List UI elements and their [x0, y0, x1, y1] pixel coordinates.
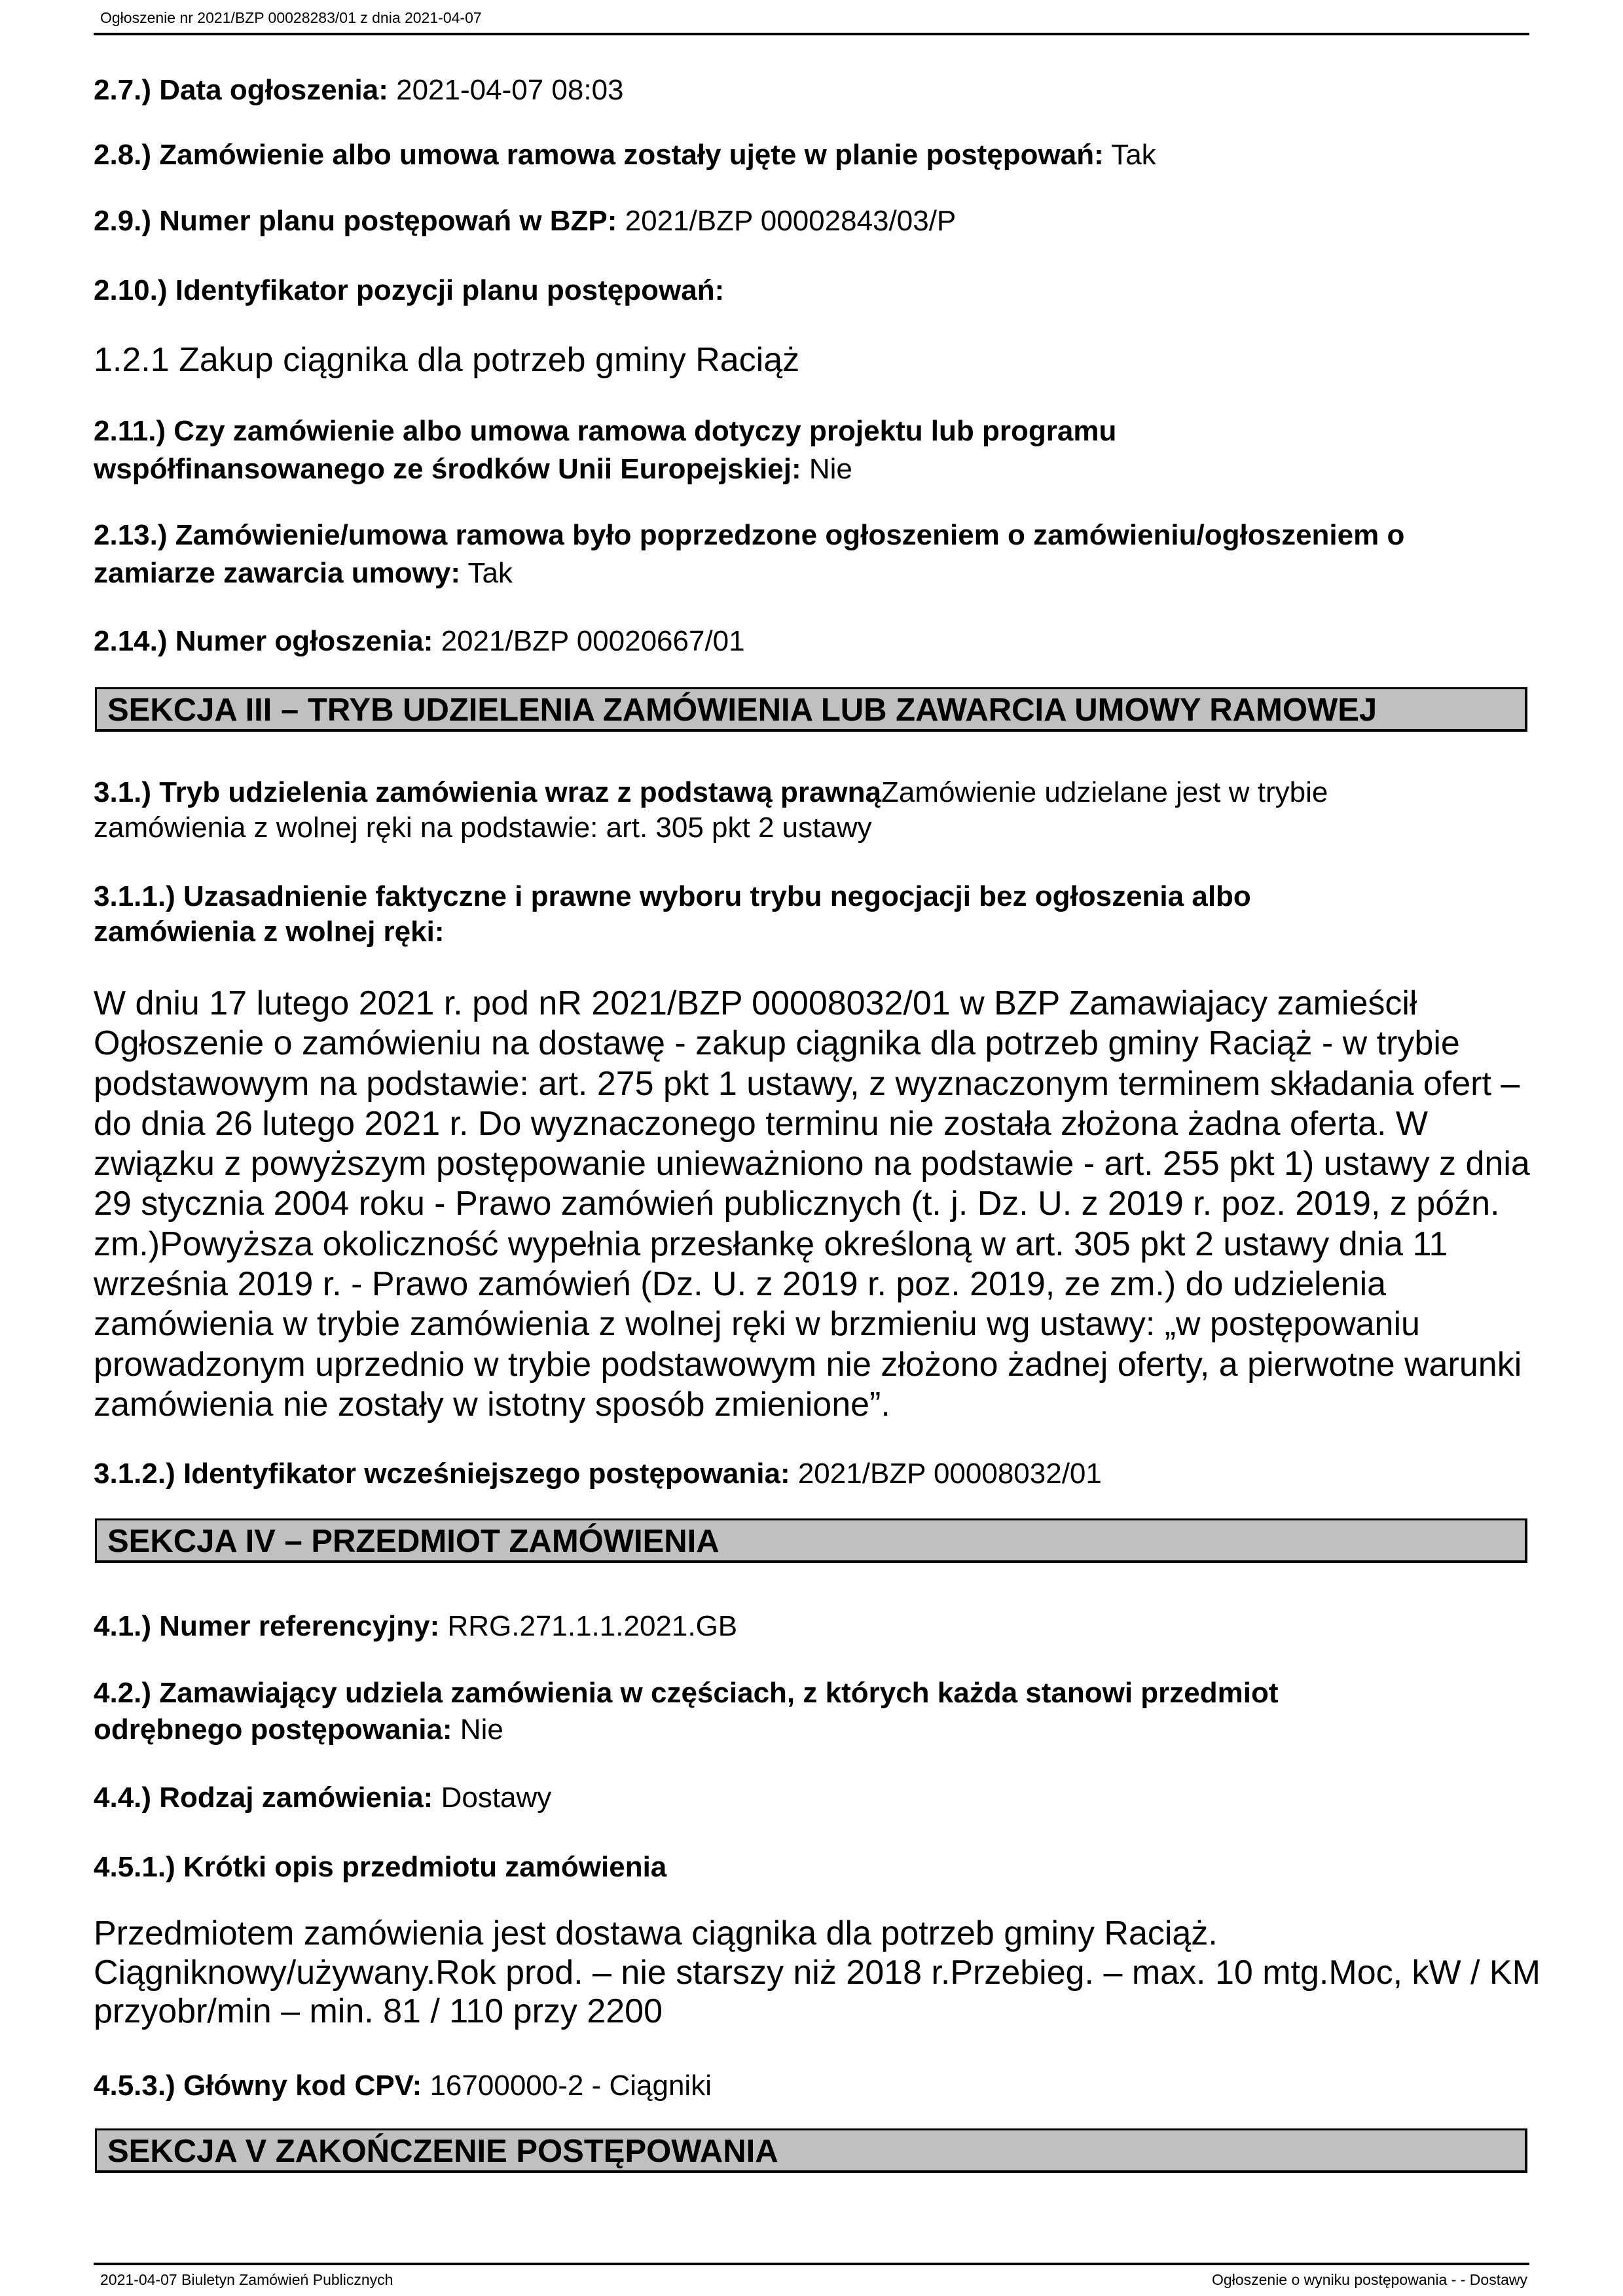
paragraph-line: W dniu 17 lutego 2021 r. pod nR 2021/BZP 00008032/01 w BZP Zamawiajacy zamieścił: [94, 984, 1417, 1022]
field-4-5-3: [94, 2067, 1534, 2105]
field-value: Dostawy: [433, 1782, 552, 1814]
section-title: SEKCJA III – TRYB UDZIELENIA ZAMÓWIENIA LUB ZAWARCIA UMOWY RAMOWEJ: [107, 692, 1377, 728]
field-label: 2.7.) Data ogłoszenia:: [94, 74, 388, 106]
paragraph-line: zamówienia w trybie zamówienia z wolnej ręki w brzmieniu wg ustawy: „w postępowaniu: [94, 1305, 1420, 1344]
field-label: 4.5.3.) Główny kod CPV:: [94, 2070, 422, 2102]
section-header-iv: [95, 1518, 1527, 1563]
field-4-1: [94, 1607, 1534, 1645]
field-label: 2.10.) Identyfikator pozycji planu postępowań:: [94, 274, 725, 306]
field-label: 2.9.) Numer planu postępowań w BZP:: [94, 205, 617, 237]
field-2-14: [94, 622, 1534, 660]
field-value: 2021-04-07 08:03: [388, 74, 624, 106]
section-title: SEKCJA V ZAKOŃCZENIE POSTĘPOWANIA: [107, 2134, 778, 2169]
field-label: 3.1.) Tryb udzielenia zamówienia wraz z podstawą prawną: [94, 776, 881, 808]
header-divider: [94, 33, 1529, 35]
field-label: 2.14.) Numer ogłoszenia:: [94, 625, 433, 657]
field-value: Nie: [452, 1713, 503, 1746]
paragraph-line: 29 stycznia 2004 roku - Prawo zamówień publicznych (t. j. Dz. U. z 2019 r. poz. 2019, z późn.: [94, 1185, 1500, 1223]
paragraph-line: prowadzonym uprzednio w trybie podstawowym nie złożono żadnej oferty, a pierwotne warunki: [94, 1345, 1522, 1384]
justification-paragraph: [94, 984, 1541, 1425]
paragraph-line: września 2019 r. - Prawo zamówień (Dz. U. z 2019 r. poz. 2019, ze zm.) do udzielenia: [94, 1265, 1387, 1304]
field-label: 4.4.) Rodzaj zamówienia:: [94, 1782, 433, 1814]
field-label: 4.1.) Numer referencyjny:: [94, 1610, 440, 1642]
field-value: Tak: [460, 557, 513, 589]
field-value: RRG.271.1.1.2021.GB: [439, 1610, 738, 1642]
field-3-1-1: [94, 879, 1534, 950]
section-header-v: [95, 2128, 1527, 2173]
field-label-line1: 2.13.) Zamówienie/umowa ramowa było poprzedzone ogłoszeniem o zamówieniu/ogłoszeniem o: [94, 519, 1405, 551]
field-label-line2: zamiarze zawarcia umowy:: [94, 557, 461, 589]
field-value-line2: zamówienia z wolnej ręki na podstawie: art. 305 pkt 2 ustawy: [94, 812, 872, 844]
field-4-4: [94, 1779, 1534, 1817]
field-2-8: [94, 136, 1534, 174]
description-paragraph: [94, 1914, 1541, 2032]
field-value: 2021/BZP 00020667/01: [433, 625, 745, 657]
field-label-line1: 2.11.) Czy zamówienie albo umowa ramowa dotyczy projektu lub programu: [94, 415, 1117, 447]
paragraph-line: Ciągniknowy/używany.Rok prod. – nie starszy niż 2018 r.Przebieg. – max. 10 mtg.Moc, kW / KM: [94, 1953, 1541, 1992]
field-value: 2021/BZP 00002843/03/P: [617, 205, 957, 237]
field-label-line2: współfinansowanego ze środków Unii Europejskiej:: [94, 453, 801, 485]
field-2-9: [94, 202, 1534, 240]
field-3-1: [94, 775, 1534, 846]
field-value: 16700000-2 - Ciągniki: [422, 2070, 712, 2102]
page-header-title: Ogłoszenie nr 2021/BZP 00028283/01 z dnia 2021-04-07: [100, 9, 482, 26]
field-3-1-2: [94, 1455, 1534, 1493]
field-label: 2.8.) Zamówienie albo umowa ramowa zostały ujęte w planie postępowań:: [94, 139, 1104, 171]
field-2-11: [94, 412, 1534, 488]
field-label: 4.5.1.) Krótki opis przedmiotu zamówienia: [94, 1851, 667, 1883]
field-label-line1: 3.1.1.) Uzasadnienie faktyczne i prawne wyboru trybu negocjacji bez ogłoszenia albo: [94, 880, 1251, 912]
section-title: SEKCJA IV – PRZEDMIOT ZAMÓWIENIA: [107, 1524, 720, 1559]
field-value: 2021/BZP 00008032/01: [790, 1458, 1102, 1490]
field-4-5-1: [94, 1848, 1534, 1886]
paragraph-line: związku z powyższym postępowanie unieważniono na podstawie - art. 255 pkt 1) ustawy z dnia: [94, 1145, 1530, 1183]
field-value-line1: Zamówienie udzielane jest w trybie: [881, 776, 1328, 808]
paragraph-line: zamówienia nie zostały w istotny sposób zmienione”.: [94, 1385, 890, 1424]
field-value: Nie: [801, 453, 852, 485]
paragraph-line: Ogłoszenie o zamówieniu na dostawę - zakup ciągnika dla potrzeb gminy Raciąż - w trybie: [94, 1024, 1460, 1063]
field-2-13: [94, 516, 1534, 592]
field-label-line2: zamówienia z wolnej ręki:: [94, 916, 445, 948]
field-label-line2: odrębnego postępowania:: [94, 1713, 452, 1746]
field-label: 3.1.2.) Identyfikator wcześniejszego postępowania:: [94, 1458, 790, 1490]
field-value: Tak: [1103, 139, 1156, 171]
paragraph-line: zm.)Powyższa okoliczność wypełnia przesłankę określoną w art. 305 pkt 2 ustawy dnia 11: [94, 1225, 1448, 1263]
field-2-10-value: 1.2.1 Zakup ciągnika dla potrzeb gminy Raciąż: [94, 341, 800, 379]
footer-left-text: 2021-04-07 Biuletyn Zamówień Publicznych: [100, 2271, 393, 2288]
section-header-iii: [95, 687, 1527, 732]
field-2-10: [94, 272, 1534, 310]
field-2-7: [94, 71, 1534, 109]
footer-right-text: Ogłoszenie o wyniku postępowania - - Dostawy: [1212, 2271, 1527, 2288]
paragraph-line: podstawowym na podstawie: art. 275 pkt 1 ustawy, z wyznaczonym terminem składania ofert –: [94, 1064, 1520, 1103]
paragraph-line: przyobr/min – min. 81 / 110 przy 2200: [94, 1992, 663, 2030]
field-label-line1: 4.2.) Zamawiający udziela zamówienia w częściach, z których każda stanowi przedmiot: [94, 1677, 1279, 1709]
footer-divider: [94, 2263, 1529, 2265]
paragraph-line: do dnia 26 lutego 2021 r. Do wyznaczonego terminu nie została złożona żadna oferta. W: [94, 1104, 1428, 1143]
field-4-2: [94, 1675, 1534, 1748]
paragraph-line: Przedmiotem zamówienia jest dostawa ciągnika dla potrzeb gminy Raciąż.: [94, 1914, 1218, 1952]
